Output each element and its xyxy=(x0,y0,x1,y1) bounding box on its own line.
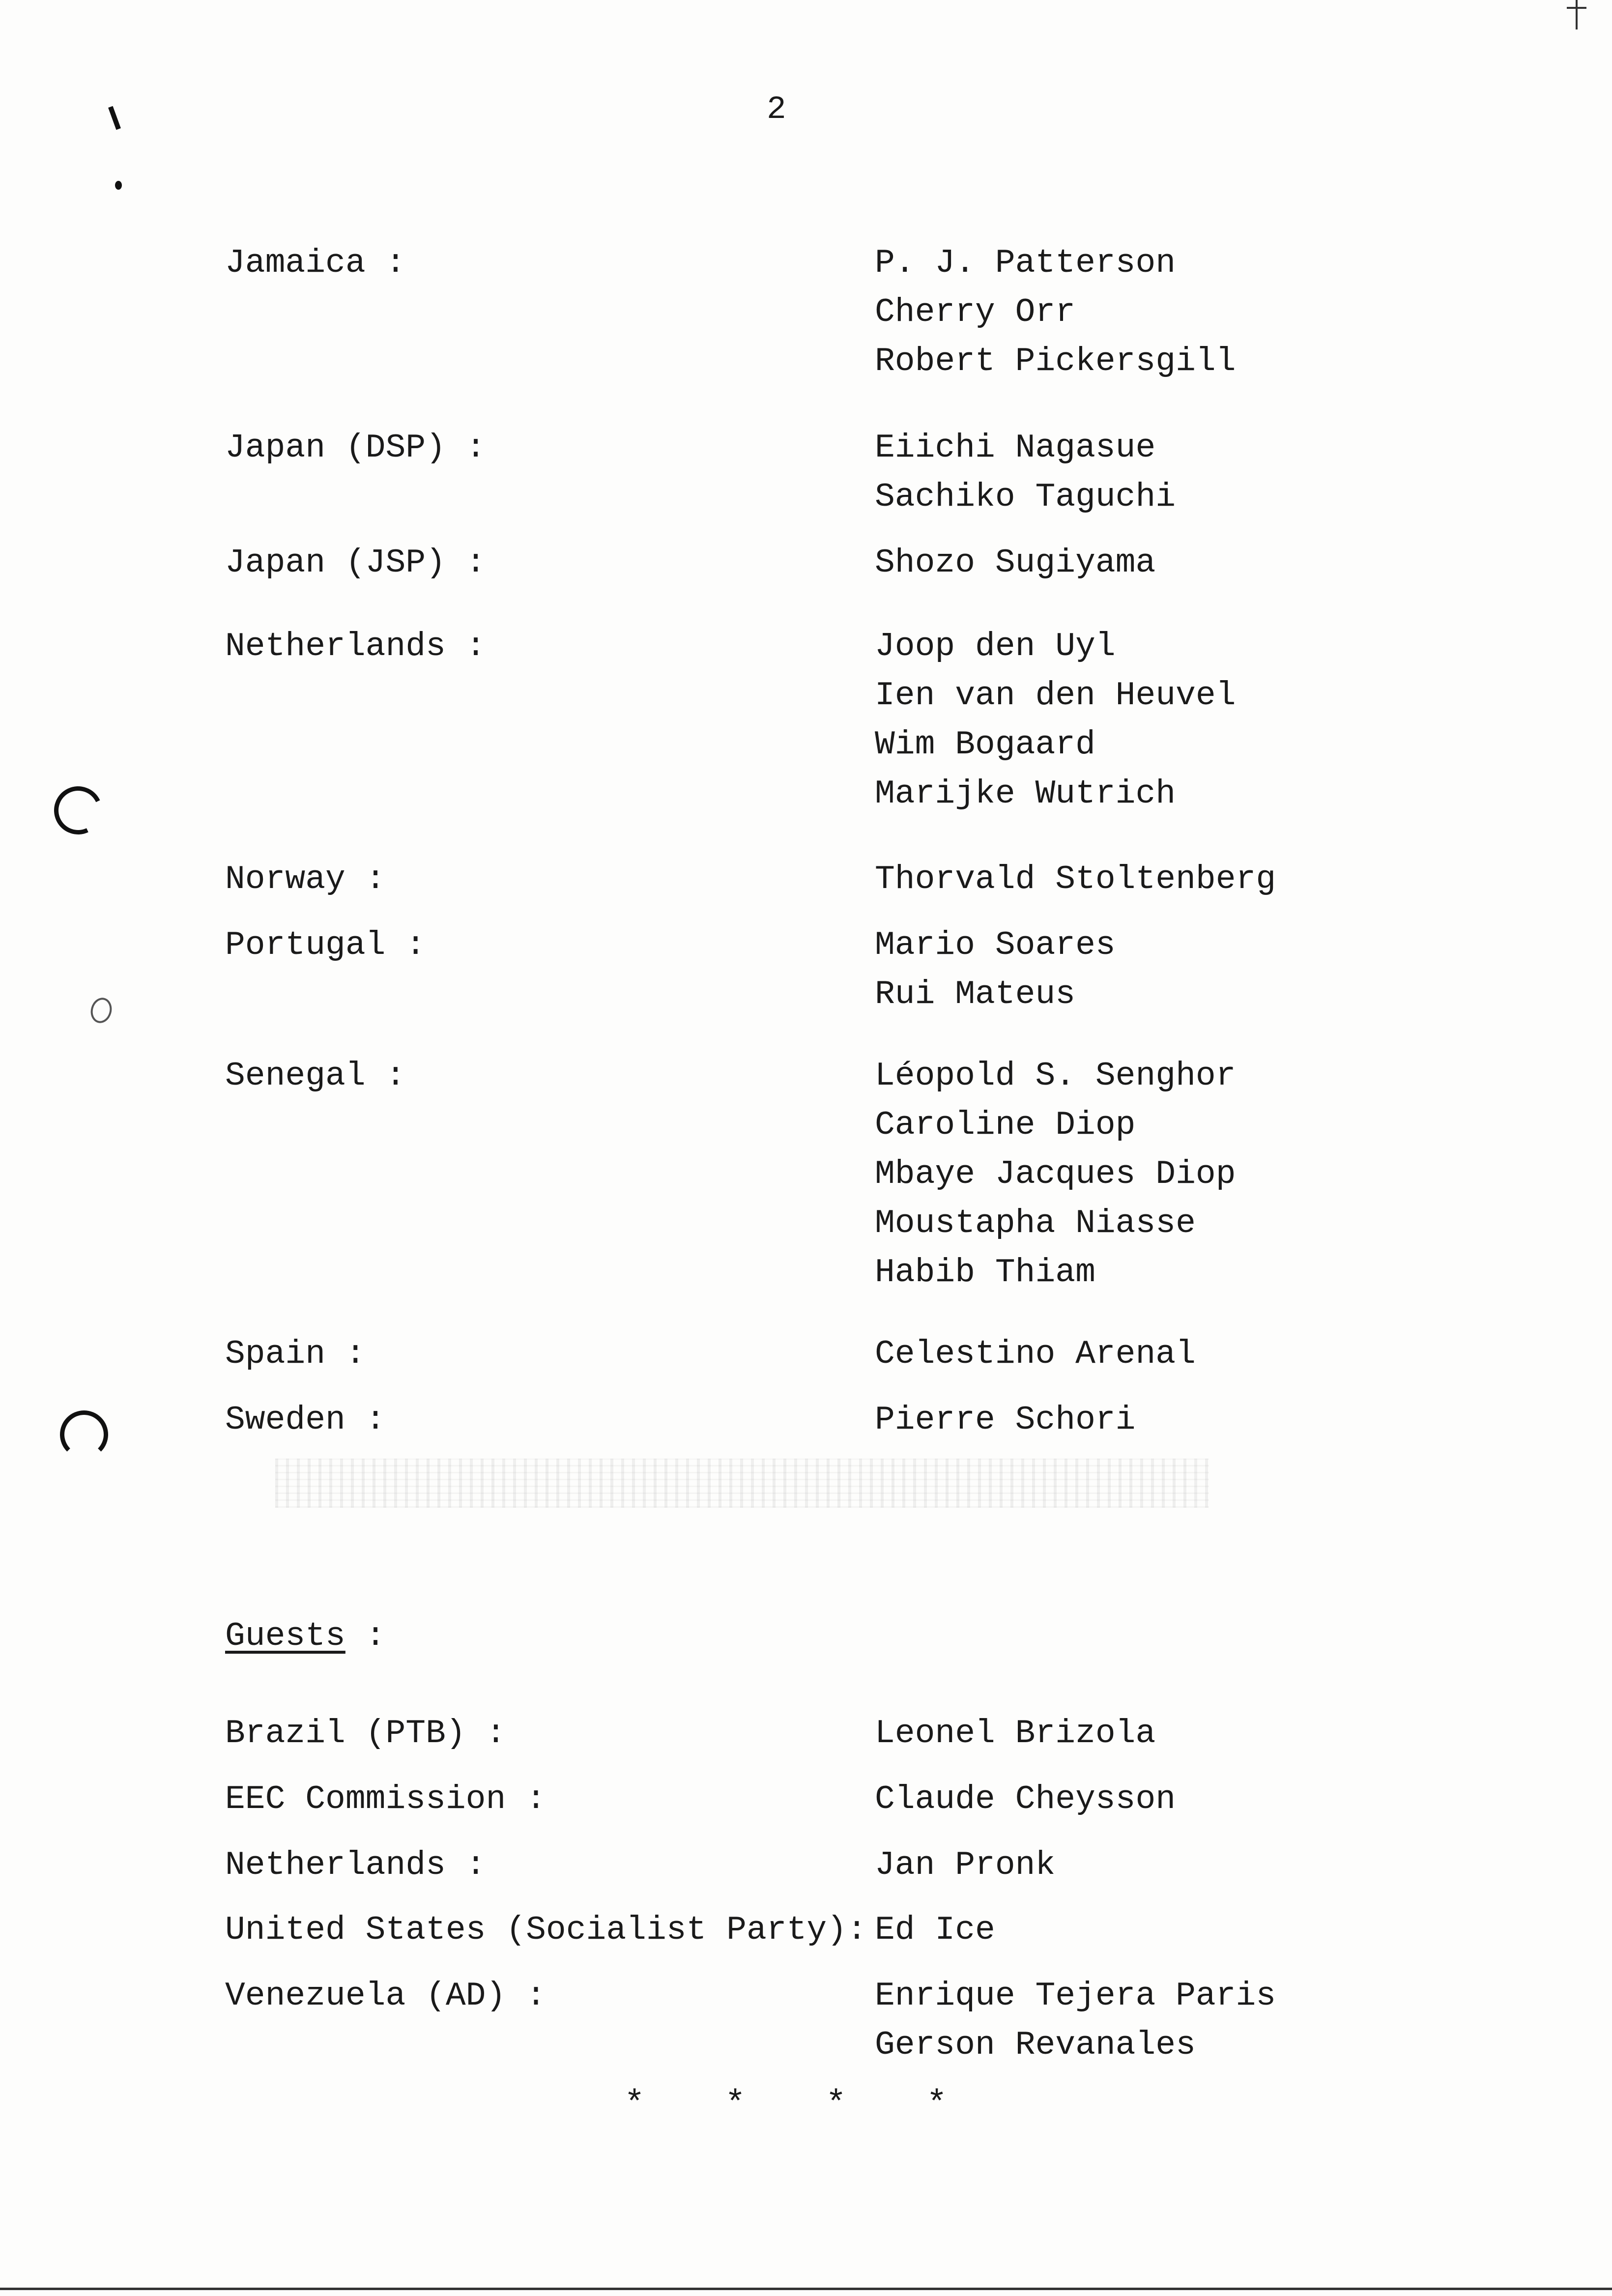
delegate-names xyxy=(875,1906,995,1955)
country-label: Jamaica : xyxy=(225,244,406,282)
delegate-name: Claude Cheysson xyxy=(875,1780,1176,1818)
delegate-name: Ed Ice xyxy=(875,1911,995,1949)
country-label: Senegal : xyxy=(225,1057,406,1095)
guests-heading-text: Guests xyxy=(225,1617,345,1655)
closing-stars xyxy=(624,2085,1027,2124)
country-label: Japan (DSP) : xyxy=(225,429,486,467)
delegate-names xyxy=(875,1052,1236,1297)
delegate-name: Cherry Orr xyxy=(875,293,1076,331)
delegate-names xyxy=(875,1396,1136,1445)
delegate-name: Wim Bogaard xyxy=(875,726,1095,764)
star: * xyxy=(725,2085,746,2124)
delegate-names xyxy=(875,921,1116,1019)
country-label: Netherlands : xyxy=(225,628,486,665)
country-label: EEC Commission : xyxy=(225,1780,546,1818)
punch-hole xyxy=(60,1410,108,1459)
delegate-names xyxy=(875,539,1155,588)
smudge xyxy=(275,1459,1209,1508)
guests-heading-colon: : xyxy=(345,1617,386,1655)
delegate-name: Caroline Diop xyxy=(875,1106,1136,1144)
scan-mark xyxy=(88,995,115,1025)
delegate-names xyxy=(875,855,1276,904)
country-label: Venezuela (AD) : xyxy=(225,1977,546,2015)
star: * xyxy=(826,2085,847,2124)
country-label: Portugal : xyxy=(225,926,426,964)
delegate-name: Mbaye Jacques Diop xyxy=(875,1155,1236,1193)
delegate-names xyxy=(875,1972,1276,2070)
delegate-name: Gerson Revanales xyxy=(875,2026,1196,2064)
country-label: Netherlands : xyxy=(225,1846,486,1884)
delegate-name: Habib Thiam xyxy=(875,1254,1095,1292)
delegate-name: Mario Soares xyxy=(875,926,1116,964)
delegate-name: Eiichi Nagasue xyxy=(875,429,1156,467)
delegate-names xyxy=(875,1775,1176,1824)
delegate-names xyxy=(875,239,1236,386)
delegate-name: Marijke Wutrich xyxy=(875,775,1176,813)
delegate-name: Rui Mateus xyxy=(875,976,1076,1013)
country-label: Spain : xyxy=(225,1335,366,1373)
delegate-names xyxy=(875,1841,1055,1890)
delegate-name: Leonel Brizola xyxy=(875,1715,1156,1752)
delegate-name: Ien van den Heuvel xyxy=(875,677,1236,715)
delegate-name: P. J. Patterson xyxy=(875,244,1176,282)
delegate-name: Pierre Schori xyxy=(875,1401,1136,1439)
scan-mark xyxy=(115,181,122,190)
page-number: 2 xyxy=(767,91,786,128)
delegate-name: Celestino Arenal xyxy=(875,1335,1196,1373)
country-label: United States (Socialist Party): xyxy=(225,1911,867,1949)
punch-hole xyxy=(47,779,109,841)
country-label: Japan (JSP) : xyxy=(225,544,486,582)
delegate-name: Joop den Uyl xyxy=(875,628,1116,665)
delegate-names xyxy=(875,1709,1155,1758)
country-label: Sweden : xyxy=(225,1401,386,1439)
delegate-name: Moustapha Niasse xyxy=(875,1205,1196,1242)
country-label: Brazil (PTB) : xyxy=(225,1715,506,1752)
delegate-name: Enrique Tejera Paris xyxy=(875,1977,1276,2015)
delegate-names xyxy=(875,622,1236,819)
scan-mark xyxy=(108,106,121,130)
delegate-names xyxy=(875,424,1176,522)
delegate-name: Jan Pronk xyxy=(875,1846,1056,1884)
guests-heading xyxy=(225,1612,385,1661)
star: * xyxy=(624,2085,645,2124)
registration-mark xyxy=(1567,0,1586,29)
delegate-names xyxy=(875,1330,1196,1379)
delegate-name: Thorvald Stoltenberg xyxy=(875,861,1276,898)
delegate-name: Robert Pickersgill xyxy=(875,343,1236,380)
star: * xyxy=(926,2085,948,2124)
country-label: Norway : xyxy=(225,861,386,898)
delegate-name: Shozo Sugiyama xyxy=(875,544,1156,582)
delegate-name: Léopold S. Senghor xyxy=(875,1057,1236,1095)
page-edge-line xyxy=(0,2288,1612,2290)
delegate-name: Sachiko Taguchi xyxy=(875,478,1176,516)
